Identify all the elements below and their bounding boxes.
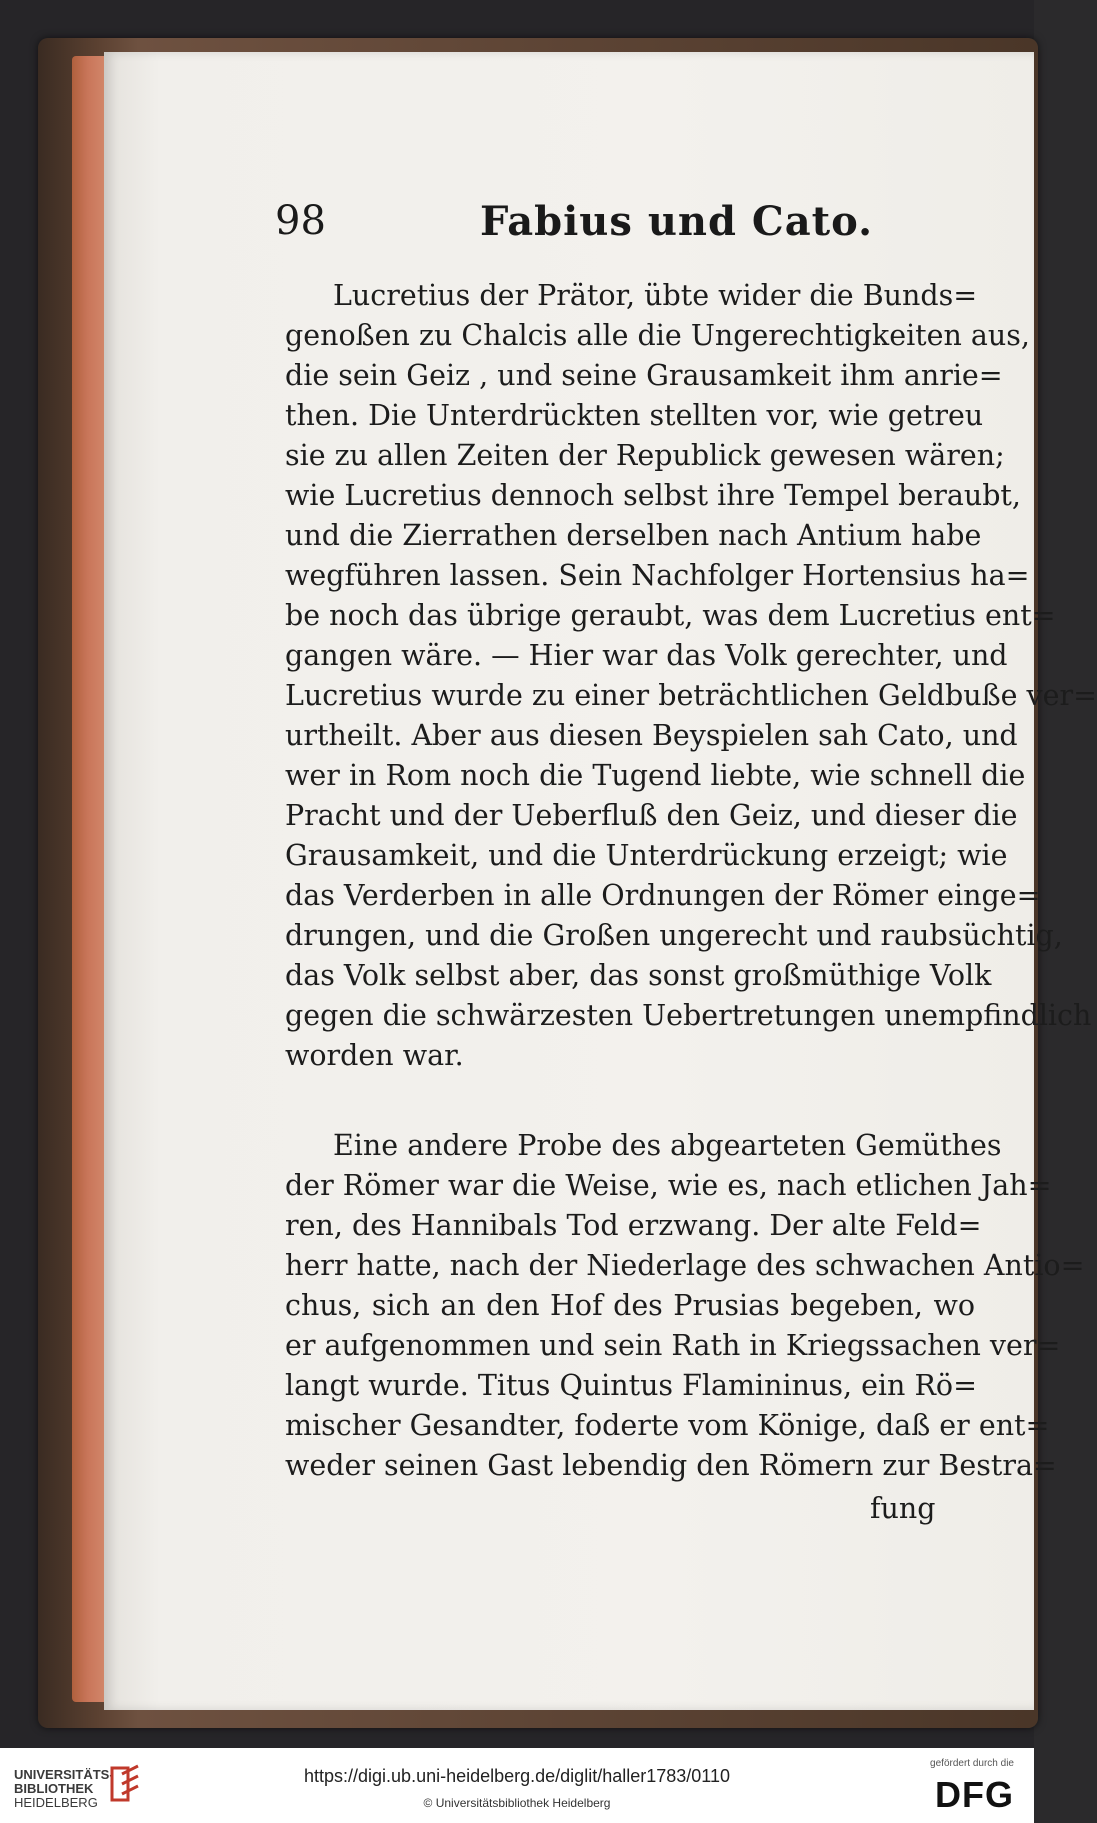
text-line: genoßen zu Chalcis alle die Ungerechtigkeiten aus, xyxy=(285,319,1030,352)
text-line: Lucretius wurde zu einer beträchtlichen Geldbuße ver= xyxy=(285,679,1097,712)
footer-bar xyxy=(0,1748,1034,1823)
text-line: mischer Gesandter, foderte vom Könige, daß er ent= xyxy=(285,1409,1050,1442)
text-line: wer in Rom noch die Tugend liebte, wie schnell die xyxy=(285,759,1026,792)
text-line: chus, sich an den Hof des Prusias begeben, wo xyxy=(285,1289,975,1322)
text-line: das Volk selbst aber, das sonst großmüthige Volk xyxy=(285,959,992,992)
text-line: sie zu allen Zeiten der Republick gewesen wären; xyxy=(285,439,1005,472)
text-line: be noch das übrige geraubt, was dem Lucretius ent= xyxy=(285,599,1056,632)
library-name-line: HEIDELBERG xyxy=(14,1795,98,1810)
text-line: herr hatte, nach der Niederlage des schwachen Antio= xyxy=(285,1249,1085,1282)
text-line: er aufgenommen und sein Rath in Kriegssachen ver= xyxy=(285,1329,1061,1362)
text-line: wegführen lassen. Sein Nachfolger Hortensius ha= xyxy=(285,559,1030,592)
catchword: fung xyxy=(870,1492,936,1525)
dfg-logo[interactable]: DFG xyxy=(935,1774,1014,1815)
document-url[interactable]: https://digi.ub.uni-heidelberg.de/diglit/haller1783/0110 xyxy=(304,1766,730,1786)
text-line: das Verderben in alle Ordnungen der Römer einge= xyxy=(285,879,1041,912)
text-line: urtheilt. Aber aus diesen Beyspielen sah Cato, und xyxy=(285,719,1018,752)
text-line: weder seinen Gast lebendig den Römern zur Bestra= xyxy=(285,1449,1057,1482)
copyright-notice: © Universitätsbibliothek Heidelberg xyxy=(423,1796,611,1810)
text-line: der Römer war die Weise, wie es, nach etlichen Jah= xyxy=(285,1169,1052,1202)
library-name-line: BIBLIOTHEK xyxy=(14,1781,94,1796)
text-line: Eine andere Probe des abgearteten Gemüthes xyxy=(333,1129,1002,1162)
page-header xyxy=(275,198,995,258)
funding-note: gefördert durch die xyxy=(930,1758,1014,1769)
text-line: Pracht und der Ueberfluß den Geiz, und dieser die xyxy=(285,799,1018,832)
text-line: ren, des Hannibals Tod erzwang. Der alte Feld= xyxy=(285,1209,982,1242)
paragraph-1 xyxy=(285,276,1097,1076)
text-line: und die Zierrathen derselben nach Antium habe xyxy=(285,519,982,552)
text-line: gegen die schwärzesten Uebertretungen unempfindlich xyxy=(285,999,1092,1032)
text-line: Lucretius der Prätor, übte wider die Bunds= xyxy=(333,279,978,312)
text-line: drungen, und die Großen ungerecht und raubsüchtig, xyxy=(285,919,1063,952)
text-line: Grausamkeit, und die Unterdrückung erzeigt; wie xyxy=(285,839,1008,872)
text-line: langt wurde. Titus Quintus Flamininus, ein Rö= xyxy=(285,1369,977,1402)
page-number: 98 xyxy=(275,198,326,244)
paragraph-2 xyxy=(285,1126,1085,1486)
text-line: die sein Geiz , und seine Grausamkeit ihm anrie= xyxy=(285,359,1003,392)
text-line: wie Lucretius dennoch selbst ihre Tempel beraubt, xyxy=(285,479,1021,512)
text-line: then. Die Unterdrückten stellten vor, wie getreu xyxy=(285,399,984,432)
running-title: Fabius und Cato. xyxy=(480,198,874,245)
text-line: worden war. xyxy=(285,1039,464,1072)
library-name-line: UNIVERSITÄTS- xyxy=(14,1767,114,1782)
text-line: gangen wäre. — Hier war das Volk gerechter, und xyxy=(285,639,1008,672)
